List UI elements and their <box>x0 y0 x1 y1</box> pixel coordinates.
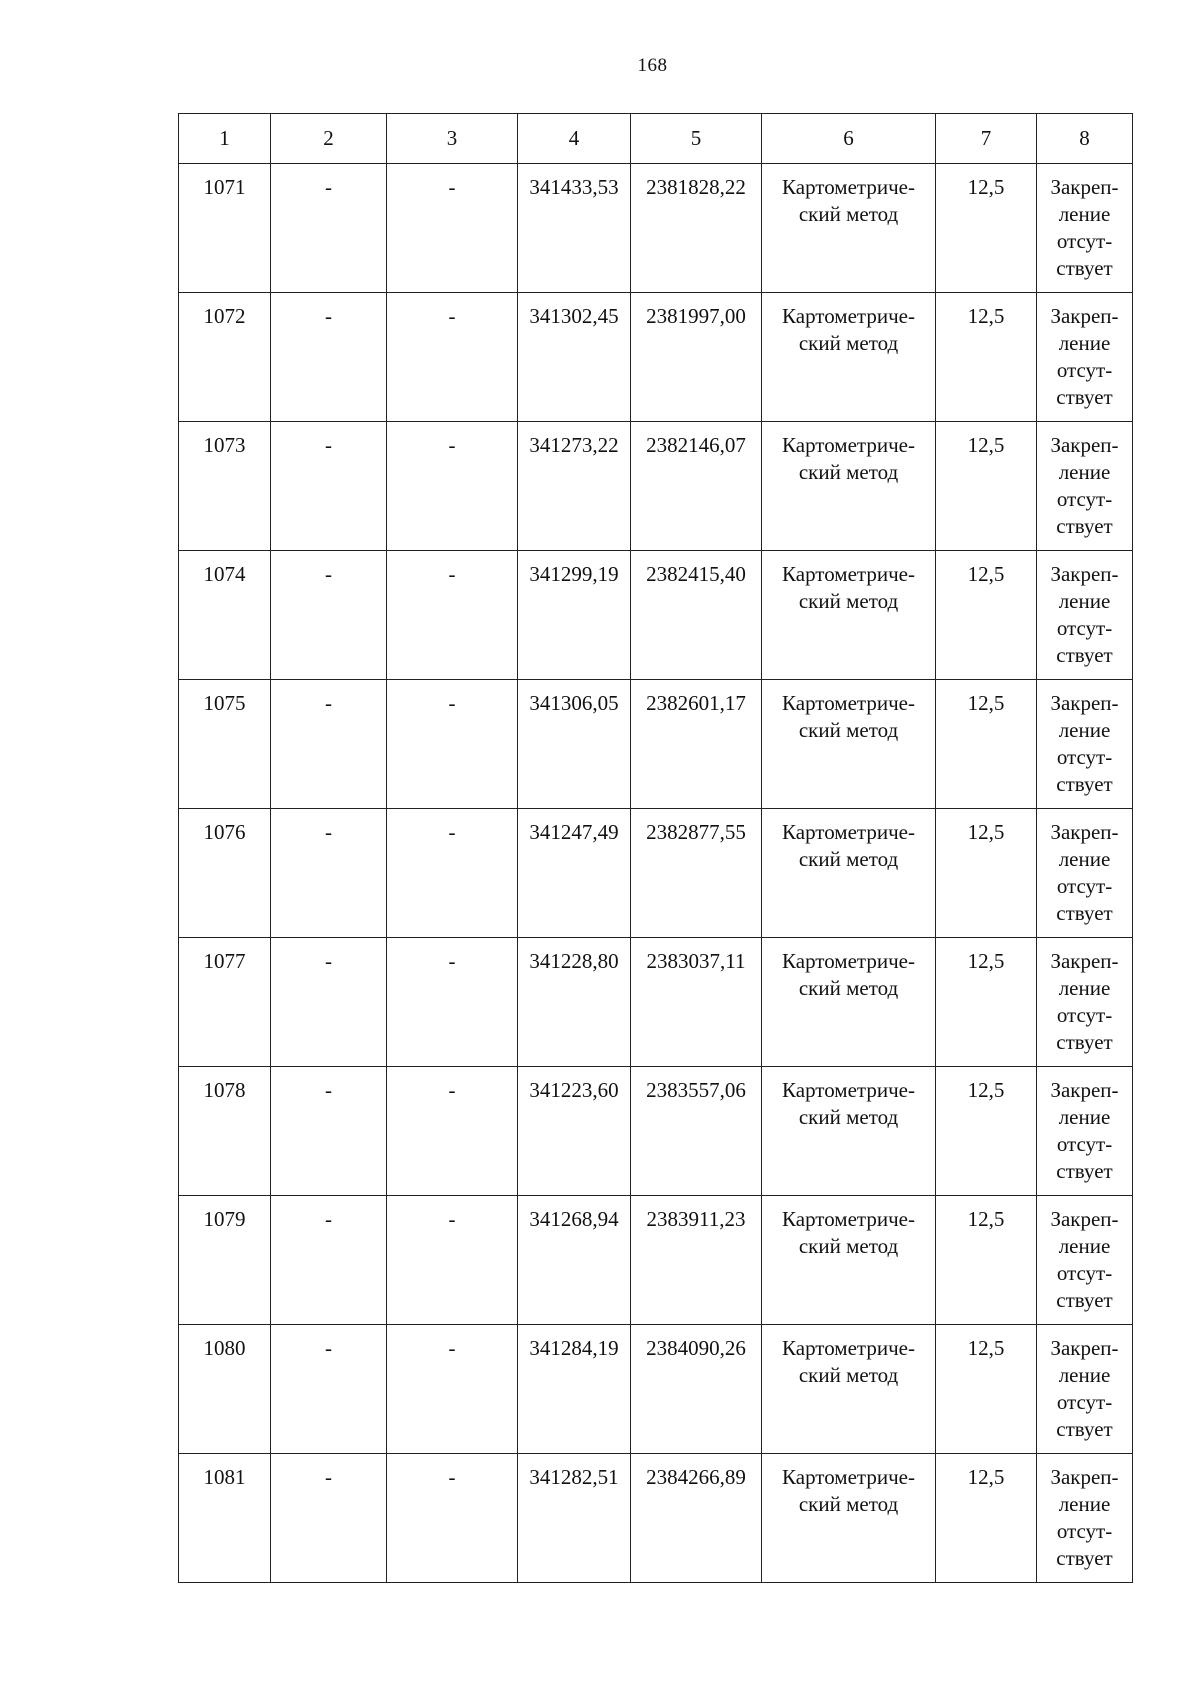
page-number: 168 <box>637 55 668 76</box>
accuracy-cell: 12,5 <box>936 680 1037 809</box>
point-number-cell: 1073 <box>179 422 271 551</box>
method-cell: Картометриче- ский метод <box>762 938 936 1067</box>
column-header: 3 <box>387 114 518 164</box>
method-cell: Картометриче- ский метод <box>762 809 936 938</box>
x-coordinate-cell: 341306,05 <box>518 680 631 809</box>
table-row <box>179 164 1133 293</box>
table-body <box>179 164 1133 1583</box>
accuracy-cell: 12,5 <box>936 1196 1037 1325</box>
x-coordinate-cell: 341302,45 <box>518 293 631 422</box>
column-2-cell: - <box>271 938 387 1067</box>
y-coordinate-cell: 2381997,00 <box>631 293 762 422</box>
fixing-status-cell: Закреп- ление отсут- ствует <box>1037 938 1133 1067</box>
point-number-cell: 1081 <box>179 1454 271 1583</box>
column-2-cell: - <box>271 809 387 938</box>
fixing-status-cell: Закреп- ление отсут- ствует <box>1037 809 1133 938</box>
method-cell: Картометриче- ский метод <box>762 1325 936 1454</box>
table-header-row <box>179 114 1133 164</box>
method-cell: Картометриче- ский метод <box>762 1454 936 1583</box>
column-2-cell: - <box>271 680 387 809</box>
column-3-cell: - <box>387 422 518 551</box>
method-cell: Картометриче- ский метод <box>762 551 936 680</box>
accuracy-cell: 12,5 <box>936 1325 1037 1454</box>
table-row <box>179 293 1133 422</box>
y-coordinate-cell: 2382601,17 <box>631 680 762 809</box>
table-row <box>179 551 1133 680</box>
column-2-cell: - <box>271 1325 387 1454</box>
column-3-cell: - <box>387 551 518 680</box>
column-2-cell: - <box>271 164 387 293</box>
column-3-cell: - <box>387 809 518 938</box>
y-coordinate-cell: 2383557,06 <box>631 1067 762 1196</box>
column-3-cell: - <box>387 293 518 422</box>
column-3-cell: - <box>387 938 518 1067</box>
point-number-cell: 1074 <box>179 551 271 680</box>
x-coordinate-cell: 341273,22 <box>518 422 631 551</box>
method-cell: Картометриче- ский метод <box>762 1196 936 1325</box>
fixing-status-cell: Закреп- ление отсут- ствует <box>1037 422 1133 551</box>
point-number-cell: 1079 <box>179 1196 271 1325</box>
fixing-status-cell: Закреп- ление отсут- ствует <box>1037 551 1133 680</box>
method-cell: Картометриче- ский метод <box>762 1067 936 1196</box>
accuracy-cell: 12,5 <box>936 551 1037 680</box>
accuracy-cell: 12,5 <box>936 809 1037 938</box>
column-2-cell: - <box>271 422 387 551</box>
y-coordinate-cell: 2381828,22 <box>631 164 762 293</box>
accuracy-cell: 12,5 <box>936 293 1037 422</box>
accuracy-cell: 12,5 <box>936 938 1037 1067</box>
method-cell: Картометриче- ский метод <box>762 293 936 422</box>
table-row <box>179 809 1133 938</box>
accuracy-cell: 12,5 <box>936 422 1037 551</box>
column-2-cell: - <box>271 1067 387 1196</box>
fixing-status-cell: Закреп- ление отсут- ствует <box>1037 1454 1133 1583</box>
fixing-status-cell: Закреп- ление отсут- ствует <box>1037 680 1133 809</box>
fixing-status-cell: Закреп- ление отсут- ствует <box>1037 1196 1133 1325</box>
table-row <box>179 1196 1133 1325</box>
column-3-cell: - <box>387 1325 518 1454</box>
column-header: 2 <box>271 114 387 164</box>
column-3-cell: - <box>387 164 518 293</box>
x-coordinate-cell: 341223,60 <box>518 1067 631 1196</box>
y-coordinate-cell: 2384090,26 <box>631 1325 762 1454</box>
x-coordinate-cell: 341433,53 <box>518 164 631 293</box>
fixing-status-cell: Закреп- ление отсут- ствует <box>1037 1067 1133 1196</box>
fixing-status-cell: Закреп- ление отсут- ствует <box>1037 164 1133 293</box>
column-2-cell: - <box>271 1196 387 1325</box>
table-row <box>179 938 1133 1067</box>
x-coordinate-cell: 341282,51 <box>518 1454 631 1583</box>
x-coordinate-cell: 341284,19 <box>518 1325 631 1454</box>
column-header: 4 <box>518 114 631 164</box>
point-number-cell: 1078 <box>179 1067 271 1196</box>
column-3-cell: - <box>387 1454 518 1583</box>
fixing-status-cell: Закреп- ление отсут- ствует <box>1037 293 1133 422</box>
column-header: 6 <box>762 114 936 164</box>
table-row <box>179 680 1133 809</box>
column-3-cell: - <box>387 1196 518 1325</box>
accuracy-cell: 12,5 <box>936 164 1037 293</box>
column-3-cell: - <box>387 680 518 809</box>
fixing-status-cell: Закреп- ление отсут- ствует <box>1037 1325 1133 1454</box>
x-coordinate-cell: 341247,49 <box>518 809 631 938</box>
point-number-cell: 1076 <box>179 809 271 938</box>
column-2-cell: - <box>271 1454 387 1583</box>
table-row <box>179 1067 1133 1196</box>
y-coordinate-cell: 2383911,23 <box>631 1196 762 1325</box>
method-cell: Картометриче- ский метод <box>762 680 936 809</box>
x-coordinate-cell: 341299,19 <box>518 551 631 680</box>
table-row <box>179 1454 1133 1583</box>
point-number-cell: 1071 <box>179 164 271 293</box>
point-number-cell: 1077 <box>179 938 271 1067</box>
column-header: 1 <box>179 114 271 164</box>
column-header: 5 <box>631 114 762 164</box>
column-3-cell: - <box>387 1067 518 1196</box>
point-number-cell: 1080 <box>179 1325 271 1454</box>
table-row <box>179 422 1133 551</box>
accuracy-cell: 12,5 <box>936 1067 1037 1196</box>
x-coordinate-cell: 341268,94 <box>518 1196 631 1325</box>
y-coordinate-cell: 2384266,89 <box>631 1454 762 1583</box>
y-coordinate-cell: 2383037,11 <box>631 938 762 1067</box>
coordinates-table <box>178 113 1133 1583</box>
column-2-cell: - <box>271 293 387 422</box>
x-coordinate-cell: 341228,80 <box>518 938 631 1067</box>
y-coordinate-cell: 2382877,55 <box>631 809 762 938</box>
y-coordinate-cell: 2382415,40 <box>631 551 762 680</box>
y-coordinate-cell: 2382146,07 <box>631 422 762 551</box>
point-number-cell: 1072 <box>179 293 271 422</box>
accuracy-cell: 12,5 <box>936 1454 1037 1583</box>
column-2-cell: - <box>271 551 387 680</box>
table-row <box>179 1325 1133 1454</box>
method-cell: Картометриче- ский метод <box>762 422 936 551</box>
point-number-cell: 1075 <box>179 680 271 809</box>
column-header: 7 <box>936 114 1037 164</box>
column-header: 8 <box>1037 114 1133 164</box>
method-cell: Картометриче- ский метод <box>762 164 936 293</box>
